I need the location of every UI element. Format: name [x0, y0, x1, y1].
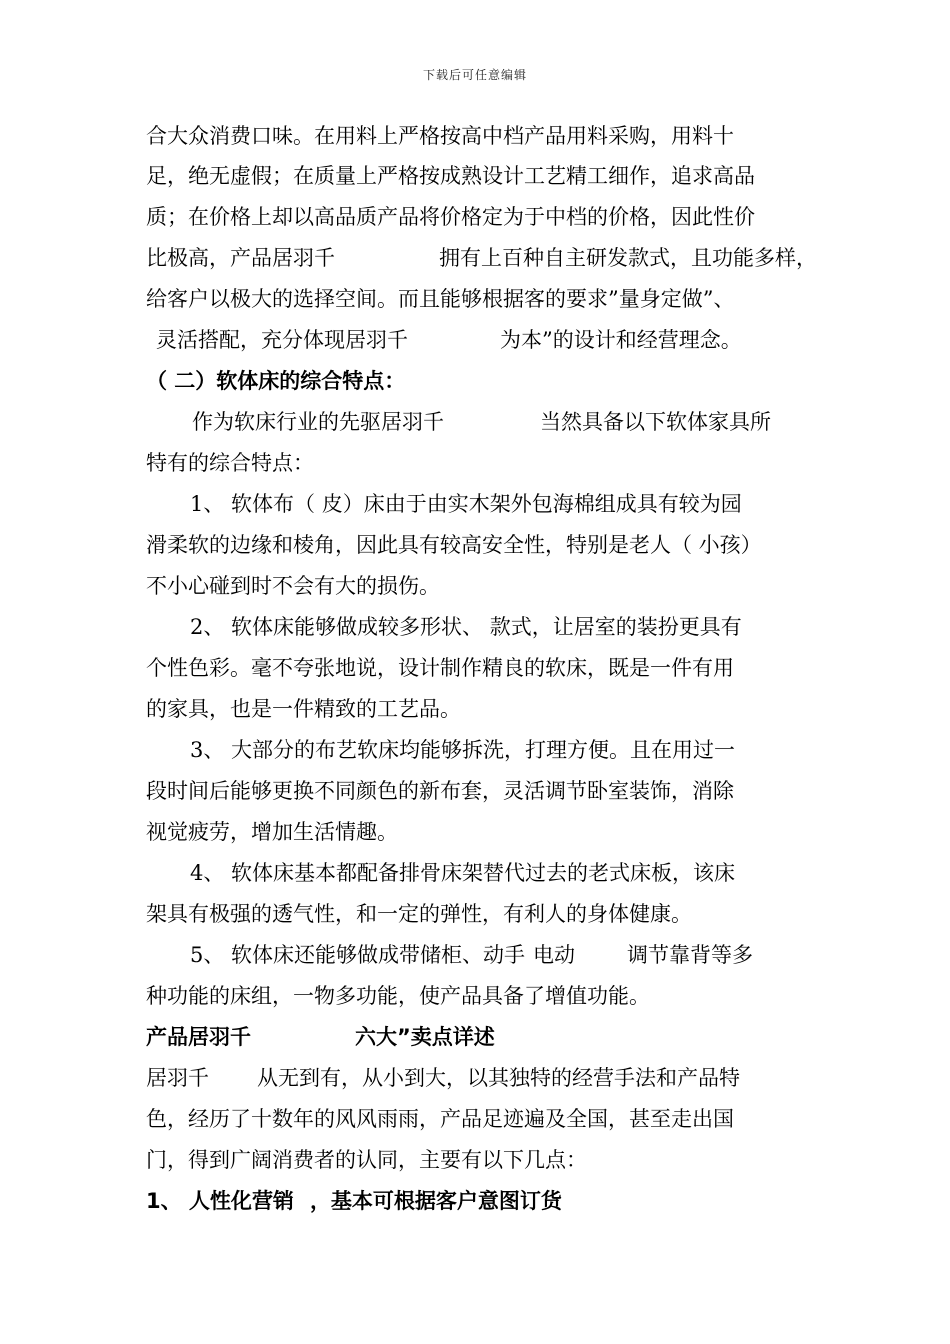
text-line: 视觉疲劳，增加生活情趣。	[146, 820, 398, 844]
list-item-line: 2、 软体床能够做成较多形状、 款式，让居室的装扮更具有	[190, 615, 742, 639]
brand-name: 居羽千	[345, 328, 408, 352]
text-line: 色，经历了十数年的风风雨雨，产品足迹遍及全国，甚至走出国	[146, 1107, 734, 1131]
text-line: 不小心碰到时不会有大的损伤。	[146, 574, 440, 598]
text-fragment: 电动	[533, 943, 576, 967]
text-line: 质；在价格上却以高品质产品将价格定为于中档的价格，因此性价	[146, 205, 755, 229]
text-fragment: 拥有上百种自主研发款式，且功能多样，	[439, 246, 817, 270]
text-fragment: 1、 人性化	[146, 1189, 252, 1213]
text-fragment: 作为软床行业的先驱	[192, 410, 381, 434]
list-item-line: 4、 软体床基本都配备排骨床架替代过去的老式床板，该床	[190, 861, 736, 885]
text-fragment: 从无到有，从小到大，以其独特的经营手法和产品特	[257, 1066, 740, 1090]
text-line: 种功能的床组，一物多功能，使产品具备了增值功能。	[146, 984, 650, 1008]
list-item-line: 3、 大部分的布艺软床均能够拆洗，打理方便。且在用过一	[190, 738, 736, 762]
text-fragment: 六大”卖点详述	[355, 1025, 495, 1049]
text-line: 个性色彩。毫不夸张地说，设计制作精良的软床，既是一件有用	[146, 656, 734, 680]
brand-name: 居羽千	[272, 246, 335, 270]
text-line: 合大众消费口味。在用料上严格按高中档产品用料采购，用料十	[146, 124, 734, 148]
text-line: 足，绝无虚假；在质量上严格按成熟设计工艺精工细作，追求高品	[146, 164, 755, 188]
page-header: 下载后可任意编辑	[422, 68, 527, 82]
section-heading	[146, 1186, 562, 1216]
brand-name: 居羽千	[381, 410, 444, 434]
text-line: 门，得到广阔消费者的认同，主要有以下几点：	[146, 1148, 587, 1172]
brand-name: 居羽千	[188, 1025, 251, 1049]
text-line	[156, 325, 742, 355]
text-fragment: ，基本可根据客户意图订货	[309, 1189, 562, 1213]
text-line	[146, 1063, 740, 1093]
text-line	[192, 407, 771, 437]
text-line: 给客户以极大的选择空间。而且能够根据客的要求”量身定做”、	[146, 287, 735, 311]
text-line: 段时间后能够更换不同颜色的新布套，灵活调节卧室装饰，消除	[146, 779, 734, 803]
text-fragment: 5、 软体床还能够做成带储柜、动手	[190, 943, 526, 967]
text-fragment: 产品	[146, 1025, 188, 1049]
text-fragment: 当然具备以下软体家具所	[540, 410, 771, 434]
text-fragment: 灵活搭配，充分体现	[156, 328, 345, 352]
text-line: 滑柔软的边缘和棱角，因此具有较高安全性，特别是老人（ 小孩）	[146, 533, 762, 557]
text-line: 特有的综合特点：	[146, 451, 314, 475]
text-fragment: 为本”的设计和经营理念。	[500, 328, 742, 352]
text-line: 的家具，也是一件精致的工艺品。	[146, 697, 461, 721]
list-item-line: 1、 软体布（ 皮）床由于由实木架外包海棉组成具有较为园	[190, 492, 742, 516]
text-line: 架具有极强的透气性，和一定的弹性，有利人的身体健康。	[146, 902, 692, 926]
list-item-line	[190, 940, 753, 970]
section-heading: （ 二）软体床的综合特点：	[146, 369, 406, 393]
section-heading	[146, 1022, 495, 1052]
text-line	[146, 243, 817, 273]
text-fragment: 比极高，产品	[146, 246, 272, 270]
text-fragment: 调节靠背等多	[627, 943, 754, 967]
text-fragment: 营销	[251, 1189, 294, 1213]
brand-name: 居羽千	[146, 1066, 209, 1090]
